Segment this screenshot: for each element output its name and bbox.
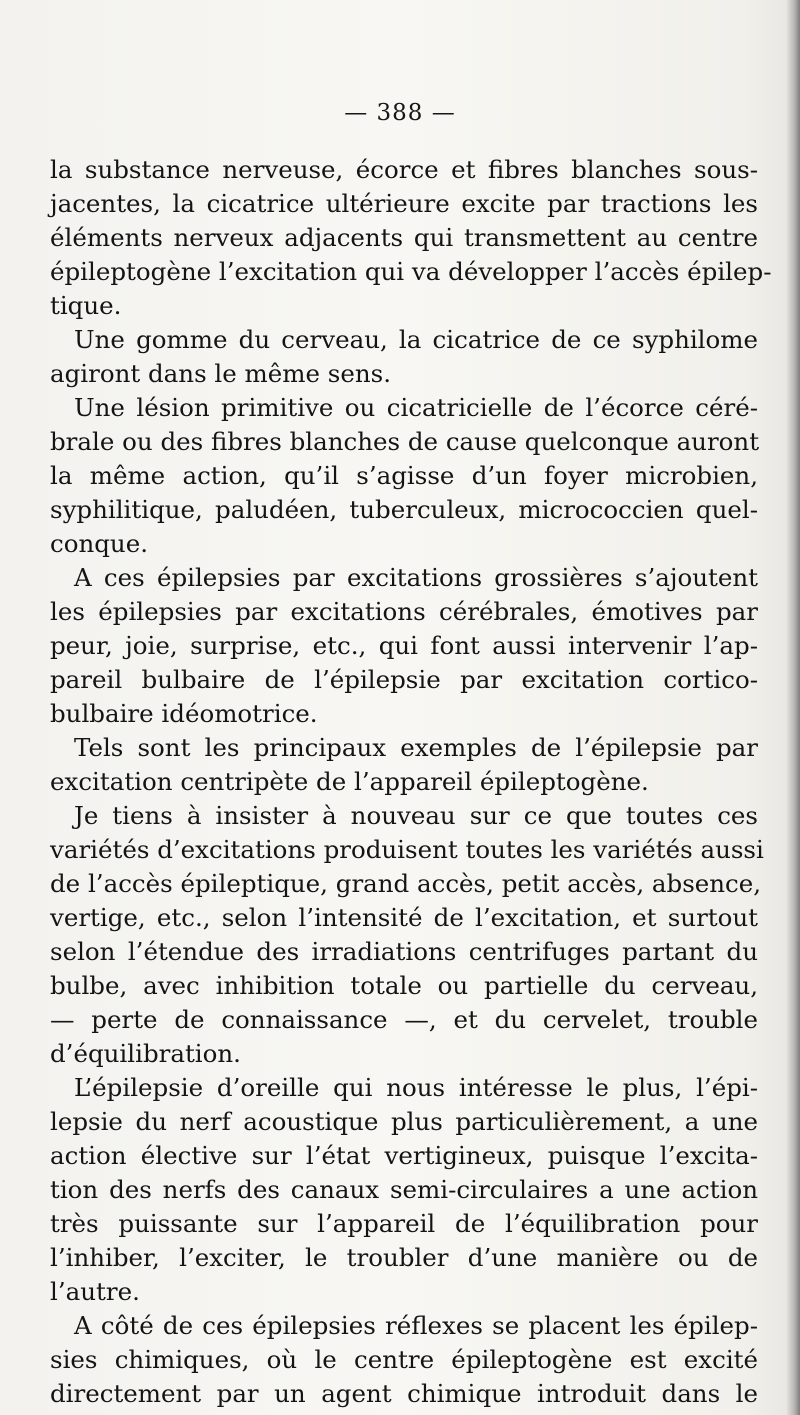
text-line: d’équilibration. — [50, 1039, 241, 1068]
text-line: la substance nerveuse, écorce et fibres blanches sous- — [50, 155, 758, 184]
text-line: lepsie du nerf acoustique plus particulièrement, a une — [50, 1107, 758, 1136]
text-line: directement par un agent chimique introduit dans le — [50, 1379, 758, 1408]
text-line: jacentes, la cicatrice ultérieure excite par tractions les — [50, 189, 758, 218]
text-line: agiront dans le même sens. — [50, 359, 392, 388]
text-line: selon l’étendue des irradiations centrifuges partant du — [50, 937, 758, 966]
text-line: excitation centripète de l’appareil épileptogène. — [50, 767, 649, 796]
text-line: A ces épilepsies par excitations grossières s’ajoutent — [74, 563, 758, 592]
text-line: l’inhiber, l’exciter, le troubler d’une manière ou de — [50, 1243, 758, 1272]
text-line: Je tiens à insister à nouveau sur ce que toutes ces — [74, 801, 758, 830]
text-line: de l’accès épileptique, grand accès, petit accès, absence, — [50, 869, 762, 898]
text-line: L’épilepsie d’oreille qui nous intéresse le plus, l’épi- — [74, 1073, 758, 1102]
text-line: action élective sur l’état vertigineux, puisque l’excita- — [50, 1141, 758, 1170]
text-line: variétés d’excitations produisent toutes les variétés aussi — [50, 835, 764, 864]
text-line: pareil bulbaire de l’épilepsie par excitation cortico- — [50, 665, 758, 694]
text-line: l’autre. — [50, 1277, 140, 1306]
text-line: brale ou des fibres blanches de cause quelconque auront — [50, 427, 760, 456]
text-line: Une lésion primitive ou cicatricielle de l’écorce céré- — [74, 393, 758, 422]
text-line: sies chimiques, où le centre épileptogène est excité — [50, 1345, 758, 1374]
text-line: tique. — [50, 291, 122, 320]
text-line: très puissante sur l’appareil de l’équilibration pour — [50, 1209, 758, 1238]
text-line: épileptogène l’excitation qui va développer l’accès épilep- — [50, 257, 772, 286]
page-edge-shadow — [786, 0, 800, 1415]
page-number: — 388 — — [344, 100, 456, 126]
text-line: bulbe, avec inhibition totale ou partielle du cerveau, — [50, 971, 758, 1000]
text-line: syphilitique, paludéen, tuberculeux, micrococcien quel- — [50, 495, 758, 524]
text-line: éléments nerveux adjacents qui transmettent au centre — [50, 223, 758, 252]
text-line: tion des nerfs des canaux semi-circulaires a une action — [50, 1175, 758, 1204]
text-line: les épilepsies par excitations cérébrales, émotives par — [50, 597, 758, 626]
text-line: — perte de connaissance —, et du cervelet, trouble — [50, 1005, 758, 1034]
text-line: Une gomme du cerveau, la cicatrice de ce syphilome — [74, 325, 758, 354]
text-line: Tels sont les principaux exemples de l’épilepsie par — [74, 733, 758, 762]
text-line: la même action, qu’il s’agisse d’un foyer microbien, — [50, 461, 758, 490]
text-line: vertige, etc., selon l’intensité de l’excitation, et surtout — [50, 903, 758, 932]
text-line: A côté de ces épilepsies réflexes se placent les épilep- — [74, 1311, 758, 1340]
text-line: conque. — [50, 529, 148, 558]
text-line: peur, joie, surprise, etc., qui font aussi intervenir l’ap- — [50, 631, 758, 660]
text-line: bulbaire idéomotrice. — [50, 699, 318, 728]
